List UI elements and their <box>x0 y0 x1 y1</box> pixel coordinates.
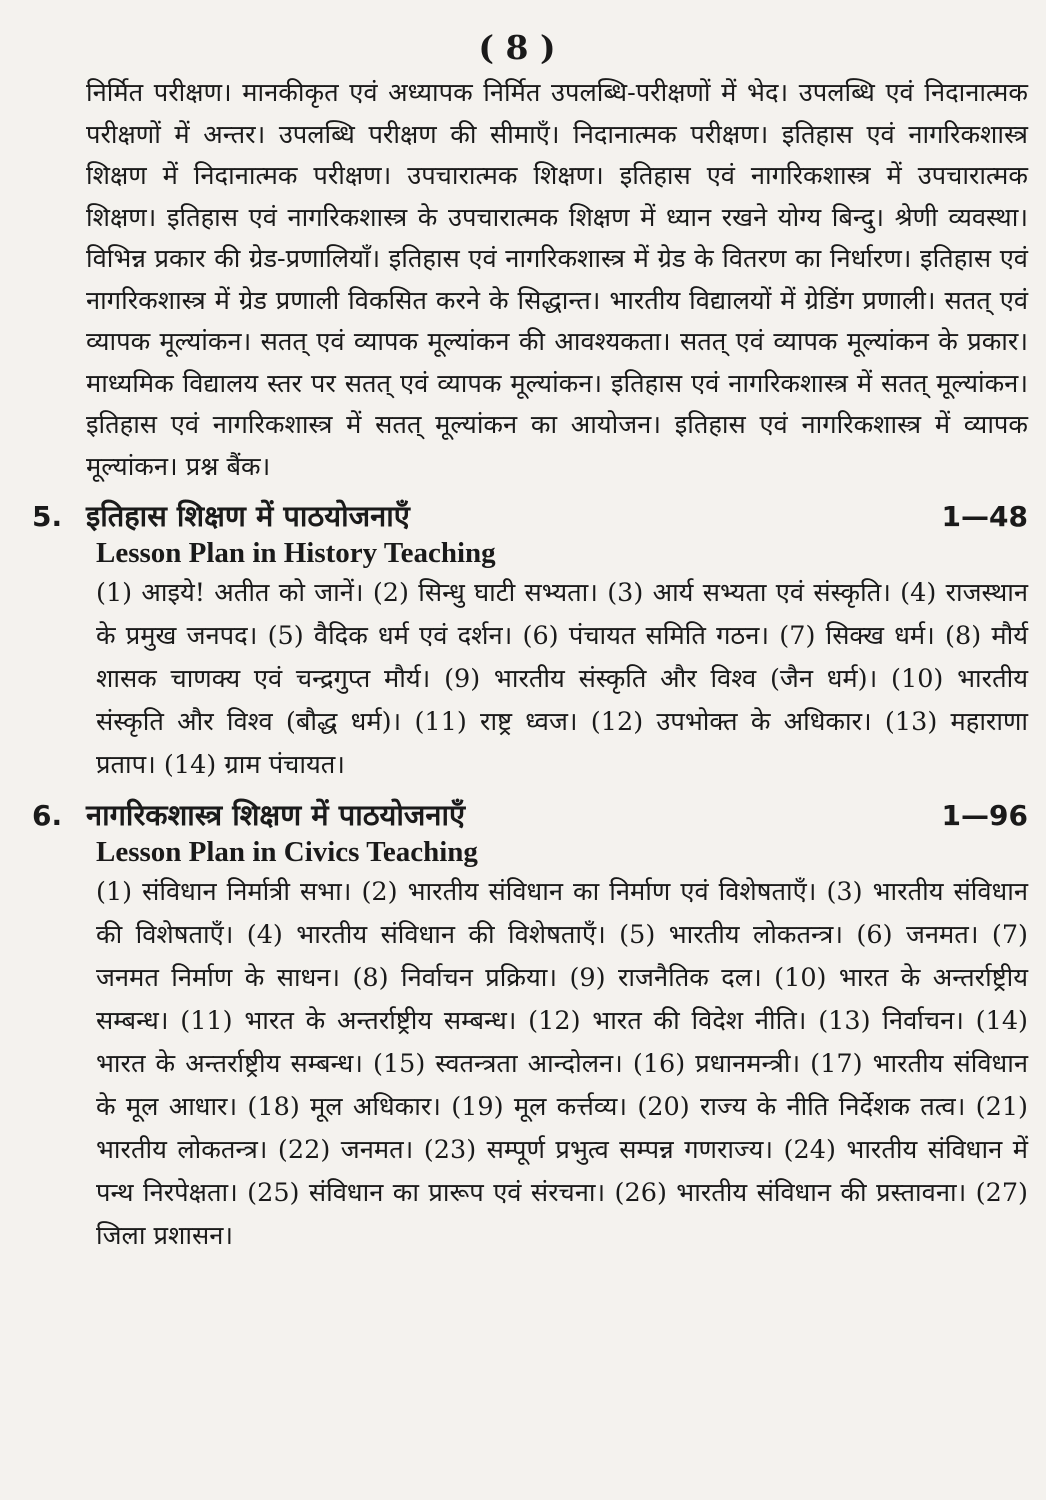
section-number: 6. <box>32 799 63 832</box>
section-civics <box>32 795 1028 1258</box>
section-heading <box>32 496 1028 535</box>
section-number: 5. <box>32 500 63 533</box>
section-history <box>32 496 1028 787</box>
section-title: नागरिकशास्त्र शिक्षण में पाठयोजनाएँ <box>86 798 466 832</box>
section-subtitle: Lesson Plan in Civics Teaching <box>96 836 478 868</box>
section-title: इतिहास शिक्षण में पाठयोजनाएँ <box>86 499 410 533</box>
intro-paragraph: निर्मित परीक्षण। मानकीकृत एवं अध्यापक निर्मित उपलब्धि-परीक्षणों में भेद। उपलब्धि एवं निदानात्मक परीक्षणों में अन्तर। उपलब्धि परीक्षण की सीमाएँ। निदानात्मक परीक्षण। इतिहास एवं नागरिकशास्त्र शिक्षण में निदानात्मक परीक्षण। उपचारात्मक शिक्षण। इतिहास एवं नागरिकशास्त्र में उपचारात्मक शिक्षण। इतिहास एवं नागरिकशास्त्र के उपचारात्मक शिक्षण में ध्यान रखने योग्य बिन्दु। श्रेणी व्यवस्था। विभिन्न प्रकार की ग्रेड-प्रणालियाँ। इतिहास एवं नागरिकशास्त्र में ग्रेड के वितरण का निर्धारण। इतिहास एवं नागरिकशास्त्र में ग्रेड प्रणाली विकसित करने के सिद्धान्त। भारतीय विद्यालयों में ग्रेडिंग प्रणाली। सतत् एवं व्यापक मूल्यांकन। सतत् एवं व्यापक मूल्यांकन की आवश्यकता। सतत् एवं व्यापक मूल्यांकन के प्रकार। माध्यमिक विद्यालय स्तर पर सतत् एवं व्यापक मूल्यांकन। इतिहास एवं नागरिकशास्त्र में सतत् मूल्यांकन। इतिहास एवं नागरिकशास्त्र में सतत् मूल्यांकन का आयोजन। इतिहास एवं नागरिकशास्त्र में व्यापक मूल्यांकन। प्रश्न बैंक। <box>86 78 1028 482</box>
section-heading <box>32 795 1028 834</box>
section-subtitle: Lesson Plan in History Teaching <box>96 537 496 569</box>
section-body: (1) संविधान निर्मात्री सभा। (2) भारतीय संविधान का निर्माण एवं विशेषताएँ। (3) भारतीय संविधान की विशेषताएँ। (4) भारतीय संविधान की विशेषताएँ। (5) भारतीय लोकतन्त्र। (6) जनमत। (7) जनमत निर्माण के साधन। (8) निर्वाचन प्रक्रिया। (9) राजनैतिक दल। (10) भारत के अन्तर्राष्ट्रीय सम्बन्ध। (11) भारत के अन्तर्राष्ट्रीय सम्बन्ध। (12) भारत की विदेश नीति। (13) निर्वाचन। (14) भारत के अन्तर्राष्ट्रीय सम्बन्ध। (15) स्वतन्त्रता आन्दोलन। (16) प्रधानमन्त्री। (17) भारतीय संविधान के मूल आधार। (18) मूल अधिकार। (19) मूल कर्त्तव्य। (20) राज्य के नीति निर्देशक तत्व। (21) भारतीय लोकतन्त्र। (22) जनमत। (23) सम्पूर्ण प्रभुत्व सम्पन्न गणराज्य। (24) भारतीय संविधान में पन्थ निरपेक्षता। (25) संविधान का प्रारूप एवं संरचना। (26) भारतीय संविधान की प्रस्तावना। (27) जिला प्रशासन। <box>96 877 1028 1251</box>
section-page-range: 1—96 <box>941 799 1028 832</box>
section-page-range: 1—48 <box>941 500 1028 533</box>
page-number: ( 8 ) <box>478 28 556 67</box>
section-body: (1) आइये! अतीत को जानें। (2) सिन्धु घाटी सभ्यता। (3) आर्य सभ्यता एवं संस्कृति। (4) राजस्थान के प्रमुख जनपद। (5) वैदिक धर्म एवं दर्शन। (6) पंचायत समिति गठन। (7) सिक्ख धर्म। (8) मौर्य शासक चाणक्य एवं चन्द्रगुप्त मौर्य। (9) भारतीय संस्कृति और विश्व (जैन धर्म)। (10) भारतीय संस्कृति और विश्व (बौद्ध धर्म)। (11) राष्ट्र ध्वज। (12) उपभोक्त के अधिकार। (13) महाराणा प्रताप। (14) ग्राम पंचायत। <box>96 578 1028 780</box>
